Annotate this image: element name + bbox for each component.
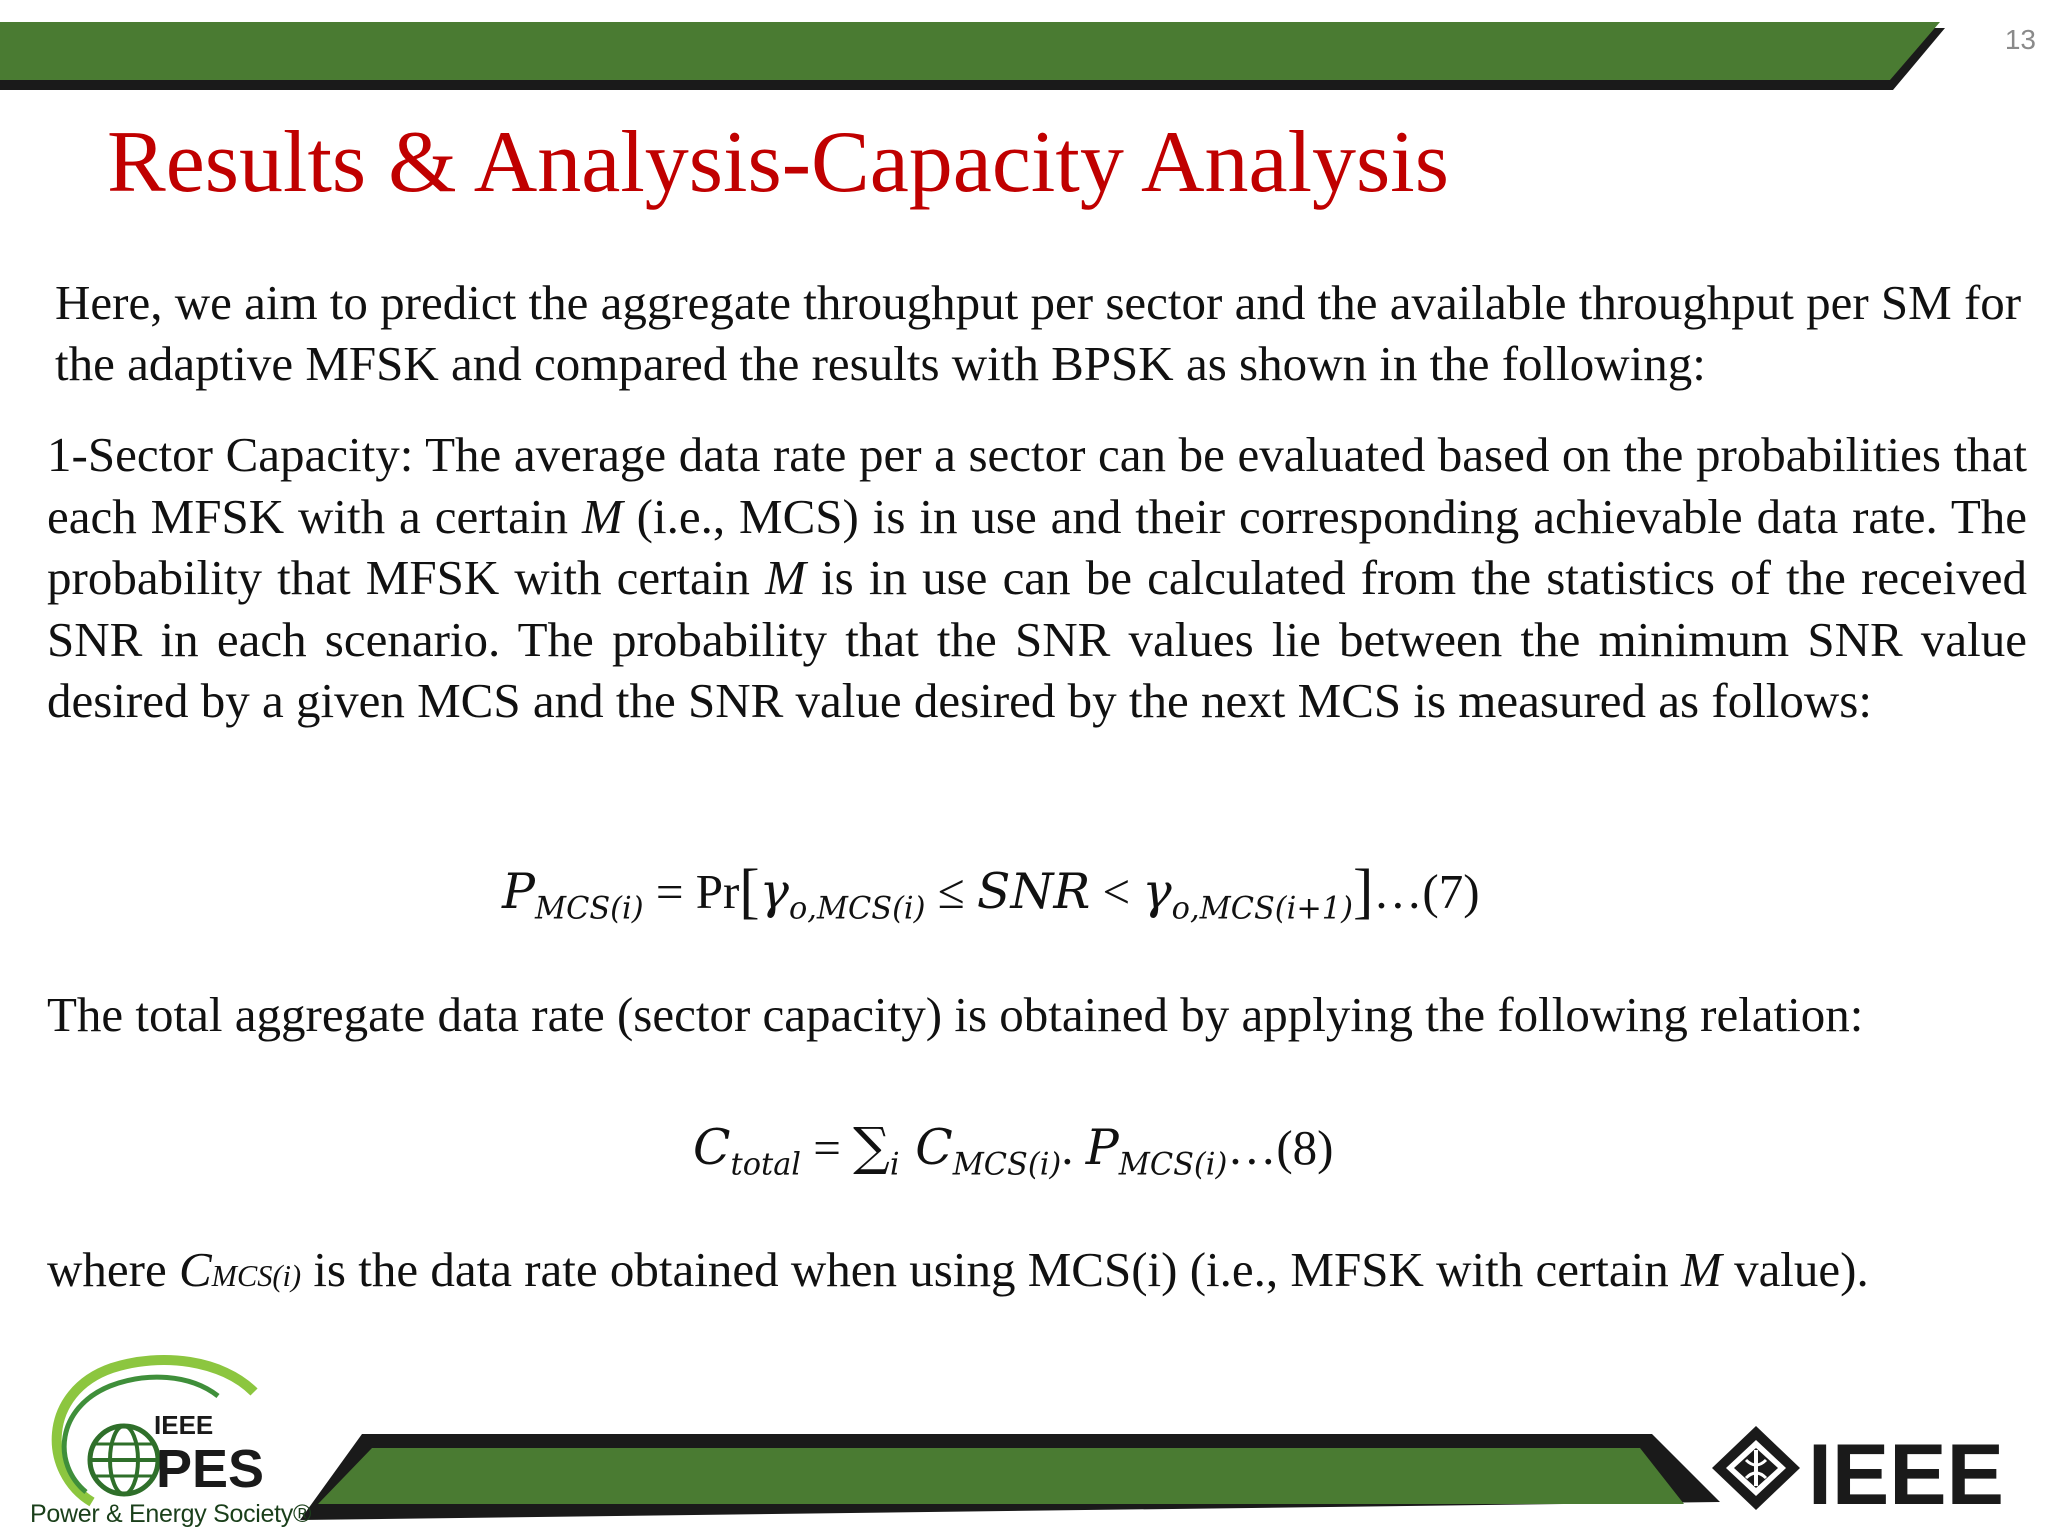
ieee-name: IEEE — [1808, 1427, 2004, 1520]
where-variable-m: M — [1680, 1242, 1722, 1297]
where-paragraph — [47, 1240, 1869, 1306]
equation-8 — [693, 1117, 1334, 1183]
where-c-symbol: C — [178, 1242, 212, 1297]
sector-capacity-text-3: is in use can be calculated from the statistics of the received SNR in each scenario. The probability that the SNR values lie between the minimum SNR value desired by a given MCS and the SNR value desired by the next MCS is measured as follows: — [47, 550, 2027, 728]
pes-name: PES — [156, 1439, 265, 1499]
eq7-gamma-subscript: o,MCS(i) — [788, 891, 926, 927]
variable-m: M — [581, 488, 623, 544]
eq8-tag: …(8) — [1227, 1120, 1334, 1175]
eq8-equals: = — [801, 1120, 854, 1175]
eq7-open-bracket: [ — [739, 857, 760, 926]
eq7-leq-symbol: ≤ — [925, 864, 977, 919]
slide-number: 13 — [2004, 24, 2036, 55]
top-decorative-band — [0, 0, 2048, 100]
where-suffix: value). — [1721, 1242, 1869, 1297]
pes-caption: Power & Energy Society® — [30, 1500, 312, 1528]
variable-m: M — [765, 550, 806, 605]
eq7-snr: SNR — [976, 863, 1091, 920]
eq7-tag: …(7) — [1373, 864, 1480, 919]
eq7-gamma-symbol-2: γ — [1142, 863, 1172, 920]
equation-7 — [502, 857, 1480, 927]
ieee-diamond-icon — [1712, 1426, 1800, 1510]
eq8-dot: . — [1061, 1120, 1086, 1175]
eq8-c2-subscript: MCS(i) — [952, 1147, 1062, 1183]
top-band-green — [0, 22, 1940, 80]
where-prefix: where — [47, 1242, 179, 1297]
eq8-sum-symbol: ∑ — [853, 1117, 890, 1177]
eq8-c-symbol: C — [693, 1119, 731, 1176]
pes-ieee-mark: IEEE — [154, 1410, 214, 1440]
eq7-close-bracket: ] — [1352, 857, 1374, 926]
slide-title: Results & Analysis-Capacity Analysis — [107, 114, 1449, 211]
sector-capacity-text-2: (i.e., MCS) is in use and their corresponding achievable data rate. The probability that MFSK with certain — [47, 488, 2028, 605]
eq7-equals-pr: = Pr — [643, 864, 740, 919]
intro-paragraph: Here, we aim to predict the aggregate throughput per sector and the available throughput per SM for the adaptive MFSK and compared the results with BPSK as shown in the following: — [55, 275, 2022, 391]
eq8-c2-symbol: C — [899, 1119, 953, 1176]
ieee-logo — [1708, 1416, 2038, 1520]
sector-capacity-text-1: 1-Sector Capacity: The average data rate per a sector can be evaluated based on the probabilities that each MFSK with a certain — [47, 427, 2027, 544]
where-c-subscript: MCS(i) — [211, 1259, 302, 1293]
eq7-p-symbol: P — [502, 863, 535, 920]
eq8-p-symbol: P — [1085, 1119, 1119, 1176]
eq7-gamma-symbol: γ — [759, 863, 789, 920]
eq8-p-subscript: MCS(i) — [1118, 1147, 1228, 1183]
eq7-gamma-subscript-2: o,MCS(i+1) — [1171, 891, 1353, 927]
where-middle: is the data rate obtained when using MCS(i) (i.e., MFSK with certain — [301, 1242, 1681, 1297]
relation-paragraph: The total aggregate data rate (sector capacity) is obtained by applying the following relation: — [47, 987, 1864, 1042]
eq8-c-subscript: total — [730, 1147, 802, 1183]
bottom-band-green — [318, 1448, 1684, 1504]
bottom-decorative-band — [300, 1434, 1720, 1520]
eq8-sum-subscript: i — [889, 1147, 900, 1183]
sector-capacity-paragraph — [47, 424, 2027, 732]
eq7-lt-symbol: < — [1090, 864, 1143, 919]
eq7-p-subscript: MCS(i) — [534, 891, 644, 927]
